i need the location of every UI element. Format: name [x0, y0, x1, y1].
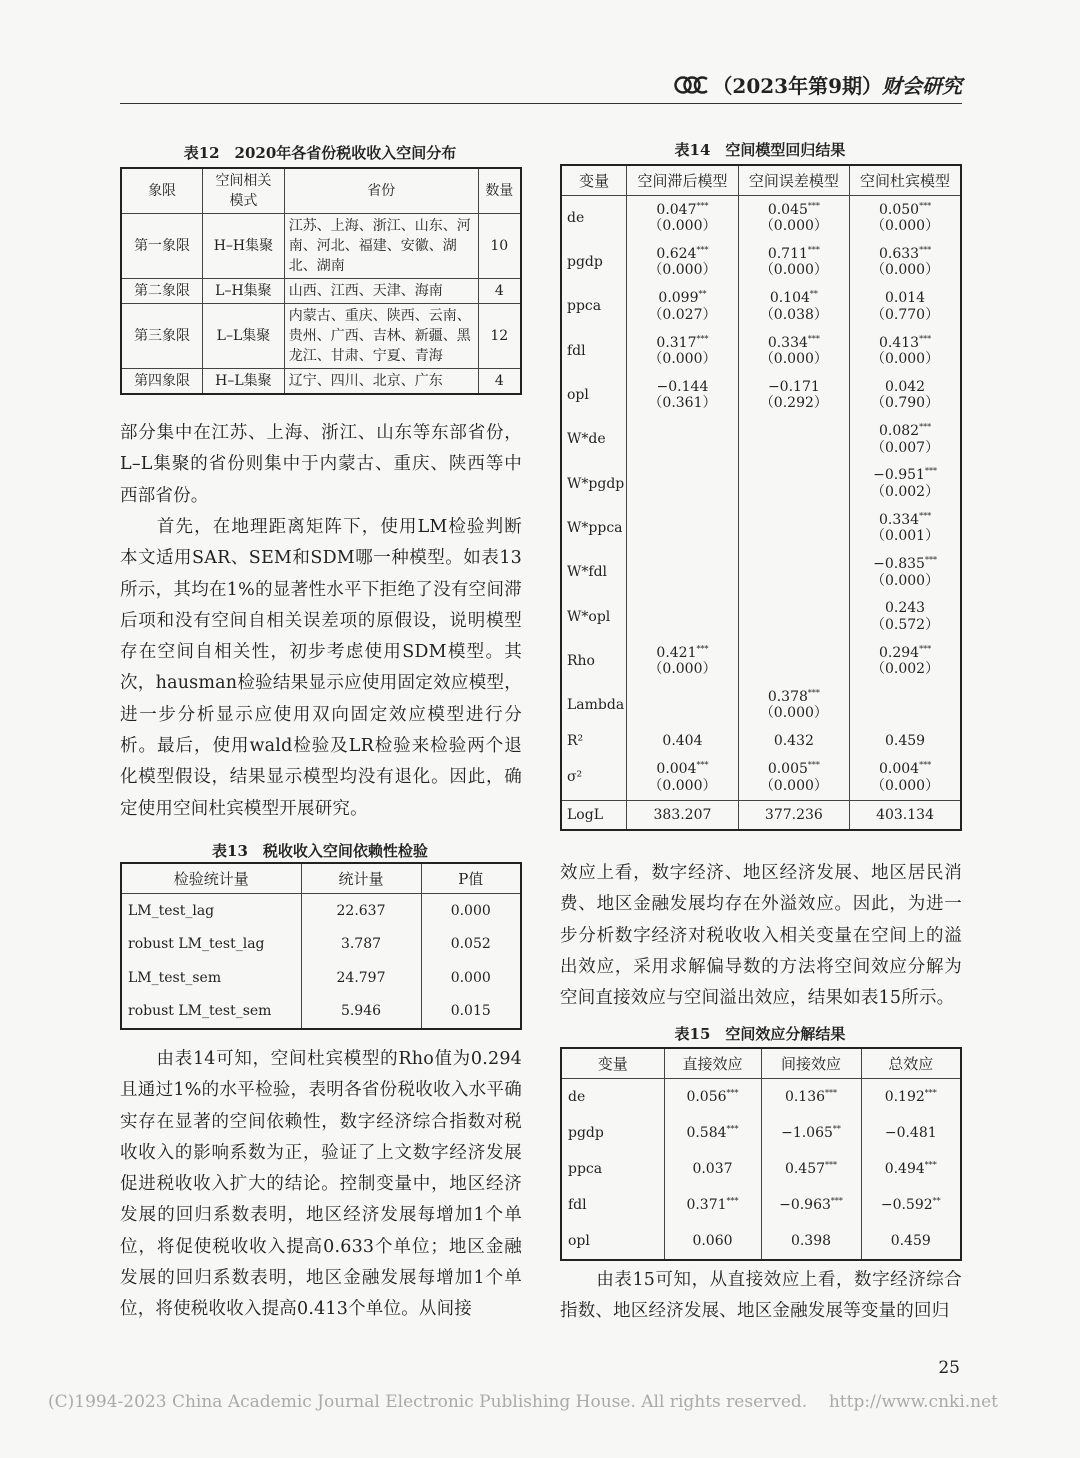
significance-marker: ***: [919, 200, 932, 210]
effect-cell: [761, 1187, 861, 1223]
variable-name: ppca: [561, 285, 627, 329]
journal-title: 财会研究: [882, 74, 962, 98]
table-row: [121, 928, 521, 962]
coefficient-value: −0.144: [656, 378, 709, 395]
coefficient-cell: [850, 240, 961, 284]
significance-marker: ***: [919, 333, 932, 343]
significance-marker: **: [809, 289, 818, 299]
coefficient-cell: [850, 639, 961, 683]
table15-header-row: [561, 1048, 961, 1079]
significance-marker: ***: [807, 333, 820, 343]
significance-marker: ***: [696, 200, 709, 210]
p-value: （0.292）: [759, 395, 828, 412]
significance-marker: ***: [696, 333, 709, 343]
coefficient-cell: [627, 683, 738, 727]
coefficient-cell: [738, 196, 849, 241]
coefficient-value: −0.951: [873, 467, 925, 484]
coefficient-cell: [738, 240, 849, 284]
variable-name: W*pgdp: [561, 462, 627, 506]
effect-value: −0.592: [880, 1197, 933, 1213]
variable-name: Lambda: [561, 683, 627, 727]
coefficient-value: −0.835: [873, 556, 925, 573]
coefficient-cell: [627, 639, 738, 683]
significance-marker: ***: [696, 643, 709, 653]
table-row: [561, 506, 961, 550]
table-row: [561, 417, 961, 461]
variable-name: opl: [561, 373, 627, 417]
coefficient-cell: [627, 373, 738, 417]
coefficient-value: 403.134: [876, 806, 934, 823]
coefficient-value: 0.633: [878, 245, 920, 262]
coefficient-cell: [627, 800, 738, 830]
table12-header: 数量: [478, 168, 521, 214]
coefficient-value: 0.378: [767, 688, 808, 705]
coefficient-cell: [738, 800, 849, 830]
significance-marker: ***: [924, 466, 937, 476]
effect-value: 0.584: [686, 1125, 727, 1141]
effect-value: 0.192: [884, 1089, 925, 1105]
variable-name: W*fdl: [561, 550, 627, 594]
coefficient-cell: [738, 285, 849, 329]
p-value: （0.790）: [870, 395, 940, 412]
statistic-value: 3.787: [301, 928, 421, 962]
significance-marker: ***: [919, 760, 932, 770]
significance-marker: ***: [807, 200, 820, 210]
coefficient-cell: [738, 639, 849, 683]
effect-cell: [664, 1115, 761, 1151]
variable-name: fdl: [561, 1187, 664, 1223]
table12-header: 象限: [121, 168, 203, 214]
coefficient-cell: [738, 550, 849, 594]
mode-cell: H–H集聚: [203, 214, 285, 279]
table-row: [121, 995, 521, 1030]
table-row: [561, 639, 961, 683]
table-row: [121, 961, 521, 995]
table-row: [121, 304, 521, 369]
coefficient-cell: [627, 506, 738, 550]
effect-cell: [664, 1151, 761, 1187]
coefficient-cell: [627, 196, 738, 241]
effect-value: 0.457: [784, 1161, 826, 1177]
provinces-cell: 山西、江西、天津、海南: [284, 279, 478, 304]
effect-cell: [861, 1079, 961, 1116]
table13: [120, 862, 522, 1030]
effect-cell: [761, 1223, 861, 1260]
count-cell: 4: [478, 369, 521, 395]
p-value: 0.015: [421, 995, 521, 1030]
coefficient-cell: [627, 329, 738, 373]
coefficient-cell: [850, 506, 961, 550]
statistic-value: 5.946: [301, 995, 421, 1030]
coefficient-cell: [850, 728, 961, 756]
table14-caption: 表14 空间模型回归结果: [674, 141, 846, 159]
variable-name: pgdp: [561, 1115, 664, 1151]
table13-header: 统计量: [301, 863, 421, 894]
table15-header: 间接效应: [761, 1048, 861, 1079]
table-row: [561, 595, 961, 639]
table13-header-row: [121, 863, 521, 894]
significance-marker: ***: [924, 1160, 937, 1170]
table14: [560, 164, 962, 831]
p-value: （0.038）: [759, 306, 828, 323]
statistic-name: robust LM_test_sem: [121, 995, 301, 1030]
variable-name: LogL: [561, 800, 627, 830]
p-value: （0.000）: [870, 218, 940, 235]
significance-marker: **: [698, 289, 707, 299]
coefficient-value: 0.624: [656, 245, 697, 262]
coefficient-value: 0.243: [884, 600, 926, 617]
table15: [560, 1047, 962, 1261]
effect-cell: [664, 1223, 761, 1260]
coefficient-value: 0.047: [656, 201, 697, 218]
statistic-name: LM_test_lag: [121, 894, 301, 928]
coefficient-value: 0.014: [884, 290, 926, 307]
variable-name: pgdp: [561, 240, 627, 284]
table14-header: 变量: [561, 165, 627, 196]
coefficient-value: −0.171: [767, 378, 820, 395]
coefficient-cell: [850, 373, 961, 417]
coefficient-cell: [850, 329, 961, 373]
significance-marker: ***: [807, 760, 820, 770]
coefficient-value: 0.334: [878, 511, 920, 528]
coefficient-cell: [627, 462, 738, 506]
count-cell: 10: [478, 214, 521, 279]
p-value: （0.000）: [648, 777, 717, 794]
coefficient-cell: [850, 800, 961, 830]
table12-header-row: [121, 168, 521, 214]
coefficient-value: 0.421: [656, 644, 697, 661]
coefficient-value: 0.099: [658, 290, 699, 307]
journal-issue: （2023年第9期）: [712, 74, 882, 98]
coefficient-value: 383.207: [653, 806, 712, 823]
variable-name: W*ppca: [561, 506, 627, 550]
coefficient-value: 0.045: [767, 201, 808, 218]
table-row: [121, 894, 521, 928]
left-paragraph-1: 部分集中在江苏、上海、浙江、山东等东部省份，L–L集聚的省份则集中于内蒙古、重庆、陕西等中西部省份。: [120, 423, 522, 506]
coefficient-value: 0.334: [767, 334, 808, 351]
significance-marker: ***: [830, 1196, 843, 1206]
effect-value: 0.056: [686, 1089, 727, 1105]
p-value: （0.000）: [870, 572, 940, 589]
count-cell: 12: [478, 304, 521, 369]
table-row: [561, 800, 961, 830]
coefficient-value: 0.004: [656, 761, 697, 778]
variable-name: R²: [561, 728, 627, 756]
coefficient-value: 0.042: [884, 378, 926, 395]
variable-name: de: [561, 1079, 664, 1116]
p-value: 0.000: [421, 961, 521, 995]
significance-marker: ***: [696, 760, 709, 770]
count-cell: 4: [478, 279, 521, 304]
coefficient-cell: [627, 756, 738, 801]
coefficient-cell: [627, 417, 738, 461]
statistic-value: 22.637: [301, 894, 421, 928]
coefficient-cell: [627, 240, 738, 284]
table15-header: 总效应: [861, 1048, 961, 1079]
table13-caption: 表13 税收收入空间依赖性检验: [212, 842, 428, 860]
table12-caption: 表12 2020年各省份税收收入空间分布: [183, 144, 457, 162]
significance-marker: ***: [919, 511, 932, 521]
table14-header: 空间杜宾模型: [850, 165, 961, 196]
header-rule: [120, 103, 962, 104]
p-value: （0.000）: [870, 777, 940, 794]
copyright-notice: (C)1994-2023 China Academic Journal Electronic Publishing House. All rights reserved. http://www.cnki.net: [48, 1392, 998, 1412]
p-value: （0.000）: [870, 351, 940, 368]
effect-cell: [861, 1187, 961, 1223]
significance-marker: ***: [726, 1088, 739, 1098]
provinces-cell: 辽宁、四川、北京、广东: [284, 369, 478, 395]
coefficient-cell: [850, 285, 961, 329]
effect-cell: [761, 1151, 861, 1187]
table12-header: 空间相关模式: [203, 168, 285, 214]
table-row: [561, 1115, 961, 1151]
quadrant-cell: 第三象限: [121, 304, 203, 369]
table-row: [561, 373, 961, 417]
table-row: [561, 1223, 961, 1260]
statistic-name: LM_test_sem: [121, 961, 301, 995]
table12: [120, 167, 522, 395]
effect-cell: [861, 1115, 961, 1151]
coefficient-value: 0.004: [878, 761, 920, 778]
p-value: 0.052: [421, 928, 521, 962]
p-value: （0.000）: [759, 262, 828, 279]
left-paragraph-3: 由表14可知，空间杜宾模型的Rho值为0.294且通过1%的水平检验，表明各省份税收收入水平确实存在显著的空间依赖性，数字经济综合指数对税收收入的影响系数为正，验证了上文数字经济发展促进税收收入扩大的结论。控制变量中，地区经济发展的回归系数表明，地区经济发展每增加1个单位，将促使税收收入提高0.633个单位；地区金融发展的回归系数表明，地区金融发展每增加1个单位，将使税收收入提高0.413个单位。从间接: [120, 1049, 522, 1320]
table14-header-row: [561, 165, 961, 196]
coefficient-value: 0.459: [884, 733, 926, 750]
effect-cell: [861, 1223, 961, 1260]
coefficient-cell: [850, 196, 961, 241]
table14-header: 空间误差模型: [738, 165, 849, 196]
table13-header: P值: [421, 863, 521, 894]
significance-marker: **: [832, 1124, 841, 1134]
coefficient-cell: [738, 728, 849, 756]
significance-marker: ***: [726, 1196, 739, 1206]
significance-marker: ***: [807, 688, 820, 698]
significance-marker: ***: [924, 555, 937, 565]
effect-cell: [761, 1115, 861, 1151]
effect-value: 0.398: [790, 1233, 832, 1249]
provinces-cell: 内蒙古、重庆、陕西、云南、贵州、广西、吉林、新疆、黑龙江、甘肃、宁夏、青海: [284, 304, 478, 369]
effect-value: −0.963: [779, 1197, 831, 1213]
table-row: [561, 756, 961, 801]
p-value: （0.572）: [870, 616, 940, 633]
left-paragraph-2: 首先，在地理距离矩阵下，使用LM检验判断本文适用SAR、SEM和SDM哪一种模型。如表13所示，其均在1%的显著性水平下拒绝了没有空间滞后项和没有空间自相关误差项的原假设，说明模型存在空间自相关性，初步考虑使用SDM模型。其次，hausman检验结果显示应使用固定效应模型，进一步分析显示应使用双向固定效应模型进行分析。最后，使用wald检验及LR检验来检验两个退化模型假设，结果显示模型均没有退化。因此，确定使用空间杜宾模型开展研究。: [120, 517, 522, 819]
variable-name: de: [561, 196, 627, 241]
variable-name: fdl: [561, 329, 627, 373]
variable-name: σ²: [561, 756, 627, 801]
mode-cell: L–H集聚: [203, 279, 285, 304]
coefficient-cell: [850, 550, 961, 594]
table-row: [561, 462, 961, 506]
coefficient-cell: [850, 462, 961, 506]
coefficient-value: 0.104: [769, 290, 810, 307]
table13-header: 检验统计量: [121, 863, 301, 894]
p-value: （0.001）: [870, 528, 940, 545]
p-value: （0.000）: [648, 218, 717, 235]
significance-marker: ***: [919, 245, 932, 255]
significance-marker: ***: [696, 245, 709, 255]
significance-marker: ***: [919, 643, 932, 653]
table-row: [561, 550, 961, 594]
p-value: （0.002）: [870, 483, 940, 500]
effect-value: 0.060: [692, 1233, 733, 1249]
page-number: 25: [938, 1358, 960, 1378]
journal-logo-icon: [674, 75, 708, 95]
statistic-value: 24.797: [301, 961, 421, 995]
coefficient-value: 0.082: [878, 423, 920, 440]
coefficient-cell: [738, 756, 849, 801]
p-value: （0.000）: [648, 351, 717, 368]
right-paragraph-2: 由表15可知，从直接效应上看，数字经济综合指数、地区经济发展、地区金融发展等变量的回归: [560, 1270, 962, 1322]
effect-value: −0.481: [884, 1125, 937, 1141]
coefficient-value: 377.236: [764, 806, 823, 823]
coefficient-cell: [738, 329, 849, 373]
table-row: [561, 728, 961, 756]
table-row: [561, 329, 961, 373]
coefficient-cell: [627, 728, 738, 756]
coefficient-cell: [627, 285, 738, 329]
coefficient-cell: [850, 595, 961, 639]
p-value: （0.000）: [648, 262, 717, 279]
variable-name: Rho: [561, 639, 627, 683]
variable-name: W*de: [561, 417, 627, 461]
table-row: [561, 1187, 961, 1223]
p-value: 0.000: [421, 894, 521, 928]
provinces-cell: 江苏、上海、浙江、山东、河南、河北、福建、安徽、湖北、湖南: [284, 214, 478, 279]
p-value: （0.000）: [759, 705, 828, 722]
coefficient-value: 0.005: [767, 761, 808, 778]
p-value: （0.002）: [870, 661, 940, 678]
p-value: （0.000）: [759, 218, 828, 235]
effect-value: 0.371: [686, 1197, 727, 1213]
coefficient-value: 0.413: [878, 334, 920, 351]
table-row: [561, 1151, 961, 1187]
effect-cell: [761, 1079, 861, 1116]
significance-marker: ***: [919, 422, 932, 432]
coefficient-cell: [850, 756, 961, 801]
quadrant-cell: 第一象限: [121, 214, 203, 279]
table-row: [561, 240, 961, 284]
statistic-name: robust LM_test_lag: [121, 928, 301, 962]
effect-value: 0.459: [890, 1233, 931, 1249]
right-paragraph-1: 效应上看，数字经济、地区经济发展、地区居民消费、地区金融发展均存在外溢效应。因此，为进一步分析数字经济对税收收入相关变量在空间上的溢出效应，采用求解偏导数的方法将空间效应分解为空间直接效应与空间溢出效应，结果如表15所示。: [560, 863, 962, 1009]
variable-name: W*opl: [561, 595, 627, 639]
p-value: （0.007）: [870, 439, 940, 456]
table-row: [561, 683, 961, 727]
coefficient-value: 0.317: [656, 334, 697, 351]
quadrant-cell: 第二象限: [121, 279, 203, 304]
coefficient-cell: [738, 595, 849, 639]
significance-marker: ***: [924, 1088, 937, 1098]
effect-value: 0.494: [884, 1161, 925, 1177]
coefficient-cell: [738, 373, 849, 417]
coefficient-value: 0.050: [878, 201, 920, 218]
table15-caption: 表15 空间效应分解结果: [674, 1025, 846, 1043]
effect-value: 0.136: [784, 1089, 826, 1105]
coefficient-cell: [627, 550, 738, 594]
variable-name: opl: [561, 1223, 664, 1260]
table-row: [121, 279, 521, 304]
effect-cell: [664, 1187, 761, 1223]
coefficient-cell: [738, 683, 849, 727]
significance-marker: **: [932, 1196, 941, 1206]
significance-marker: ***: [726, 1124, 739, 1134]
table-row: [121, 369, 521, 395]
table-row: [561, 1079, 961, 1116]
coefficient-cell: [738, 417, 849, 461]
p-value: （0.000）: [759, 351, 828, 368]
significance-marker: ***: [825, 1160, 838, 1170]
coefficient-cell: [738, 462, 849, 506]
coefficient-cell: [627, 595, 738, 639]
coefficient-value: 0.404: [662, 733, 703, 750]
effect-value: −1.065: [781, 1125, 833, 1141]
effect-cell: [664, 1079, 761, 1116]
coefficient-cell: [850, 683, 961, 727]
coefficient-cell: [738, 506, 849, 550]
p-value: （0.770）: [870, 306, 940, 323]
p-value: （0.361）: [648, 395, 717, 412]
coefficient-value: 0.711: [767, 245, 808, 262]
table-row: [561, 285, 961, 329]
p-value: （0.000）: [648, 661, 717, 678]
significance-marker: ***: [807, 245, 820, 255]
mode-cell: L–L集聚: [203, 304, 285, 369]
p-value: （0.027）: [648, 306, 717, 323]
coefficient-value: 0.432: [773, 733, 814, 750]
p-value: （0.000）: [759, 777, 828, 794]
quadrant-cell: 第四象限: [121, 369, 203, 395]
variable-name: ppca: [561, 1151, 664, 1187]
effect-value: 0.037: [692, 1161, 733, 1177]
journal-header: [674, 70, 962, 99]
table-row: [561, 196, 961, 241]
table15-header: 直接效应: [664, 1048, 761, 1079]
table14-header: 空间滞后模型: [627, 165, 738, 196]
coefficient-cell: [850, 417, 961, 461]
p-value: （0.000）: [870, 262, 940, 279]
significance-marker: ***: [825, 1088, 838, 1098]
coefficient-value: 0.294: [878, 644, 920, 661]
mode-cell: H–L集聚: [203, 369, 285, 395]
table15-header: 变量: [561, 1048, 664, 1079]
effect-cell: [861, 1151, 961, 1187]
table12-header: 省份: [284, 168, 478, 214]
table-row: [121, 214, 521, 279]
